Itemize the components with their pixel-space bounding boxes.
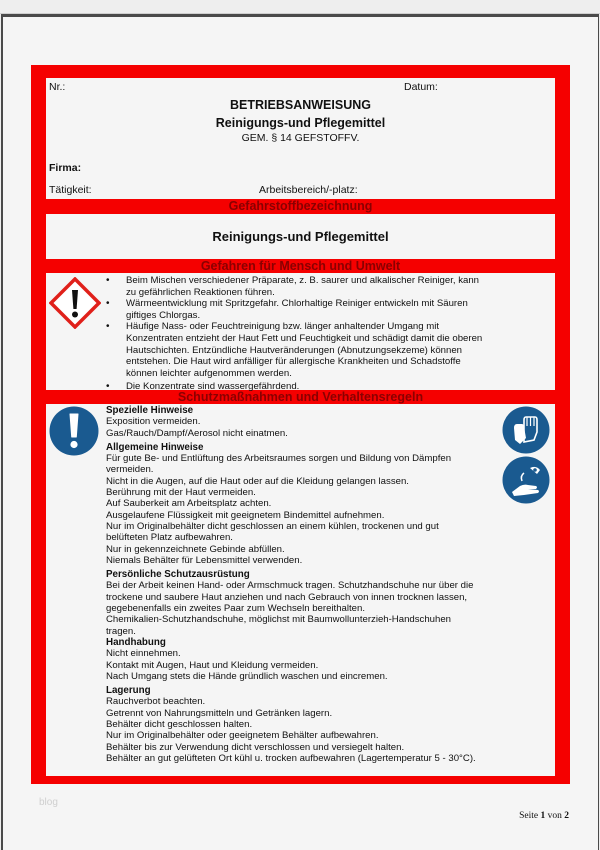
protection-text: Spezielle Hinweise Exposition vermeiden. Gas/Rauch/Dampf/Aerosol nicht einatmen. Allgemeine Hinweise Für gute Be- und Entlüftung des Arbeitsraumes sorgen und Bildung von Dämpfen vermeiden. Nicht in die Augen, auf die Haut oder auf die Kleidung gelangen lassen. Berührung mit der Haut vermeiden. Auf Sauberkeit am Arbeitsplatz achten. Ausgelaufene Flüssigkeit mit geeignetem Bindemittel aufnehmen. Nur im Originalbehälter dicht geschlossen an einem kühlen, trockenen und gut belüfteten Platz aufbewahren. Nur in gekennzeichnete Gebinde abfüllen. Niemals Behälter für Lebensmittel verwenden. Persönliche Schutzausrüstung Bei der Arbeit keinen Hand- oder Armschmuck tragen. Schutzhandschuhe nur über die trockene und saubere Haut anziehen und nach Gebrauch von innen trocknen lassen, gegebenenfalls ein zweites Paar zum Wechseln bereithalten. Chemikalien-Schutzhandschuhe, möglichst mit Baumwollunterzieh-Handschuhen tragen. Handhabung Nicht einnehmen. Kontakt mit Augen, Haut und Kleidung vermeiden. Nach Umgang stets die Hände gründlich waschen und eincremen. Lagerung Rauchverbot beachten. Getrennt von Nahrungsmitteln und Getränken lagern. Behälter dicht geschlossen halten. Nur im Originalbehälter oder geeignetem Behälter aufbewahren. Behälter bis zur Verwendung dicht verschlossen und versiegelt halten. Behälter an gut gelüfteten Ort kühl u. trocken aufbewahren (Lagertemperatur 5 - 30°C). [106, 405, 476, 764]
substance-panel [46, 214, 555, 259]
substance-name: Reinigungs-und Pflegemittel [212, 229, 389, 244]
protection-panel [46, 404, 555, 776]
allgemeine-hinweise-title: Allgemeine Hinweise [106, 441, 204, 453]
nr-label: Nr.: [49, 81, 66, 93]
taetigkeit-label: Tätigkeit: [49, 184, 92, 196]
hazard-item: • Wärmeentwicklung mit Spritzgefahr. Chlorhaltige Reiniger entwickeln mit Säuren giftiges Chlorgas. [106, 298, 482, 321]
hazards-list [106, 275, 482, 393]
hazard-item: • Die Konzentrate sind wassergefährdend. [106, 381, 482, 393]
document-subtitle: Reinigungs-und Pflegemittel [215, 116, 386, 130]
wear-gloves-icon [502, 406, 550, 454]
psa-title: Persönliche Schutzausrüstung [106, 569, 250, 581]
regulation-reference: GEM. § 14 GEFSTOFFV. [241, 132, 360, 144]
page-number: Seite 1 von 2 [519, 811, 569, 821]
skin-care-icon [502, 456, 550, 504]
arbeitsbereich-label: Arbeitsbereich/-platz: [259, 184, 358, 196]
lagerung-title: Lagerung [106, 685, 151, 697]
header-panel [46, 78, 555, 199]
hazards-heading: Gefahren für Mensch und Umwelt [200, 259, 401, 273]
protection-heading: Schutzmaßnahmen und Verhaltensregeln [177, 390, 424, 404]
datum-label: Datum: [404, 81, 438, 93]
mandatory-general-icon [49, 406, 99, 456]
ghs-exclamation-icon [49, 277, 101, 329]
spezielle-hinweise-title: Spezielle Hinweise [106, 405, 194, 416]
handhabung-title: Handhabung [106, 636, 166, 648]
hazard-item: • Häufige Nass- oder Feuchtreinigung bzw. länger anhaltender Umgang mit Konzentraten entzieht der Haut Fett und Feuchtigkeit und schädigt damit die oberen Hautschichten. Entzündliche Hautveränderungen (Abnutzungsekzeme) können entstehen. Die Haut wird anfälliger für allergische Krankheiten und Schadstoffe können leichter aufgenommen werden. [106, 321, 482, 379]
hazards-panel [46, 273, 555, 393]
substance-heading: Gefahrstoffbezeichnung [228, 199, 373, 213]
hazard-item: • Beim Mischen verschiedener Präparate, z. B. saurer und alkalischer Reiniger, kann zu gefährlichen Reaktionen führen. [106, 275, 482, 298]
watermark-text: blog [39, 797, 58, 808]
document-title: BETRIEBSANWEISUNG [230, 98, 371, 112]
firma-label: Firma: [49, 162, 82, 174]
operating-instruction-frame [31, 65, 570, 784]
viewer-toolbar [0, 0, 600, 14]
